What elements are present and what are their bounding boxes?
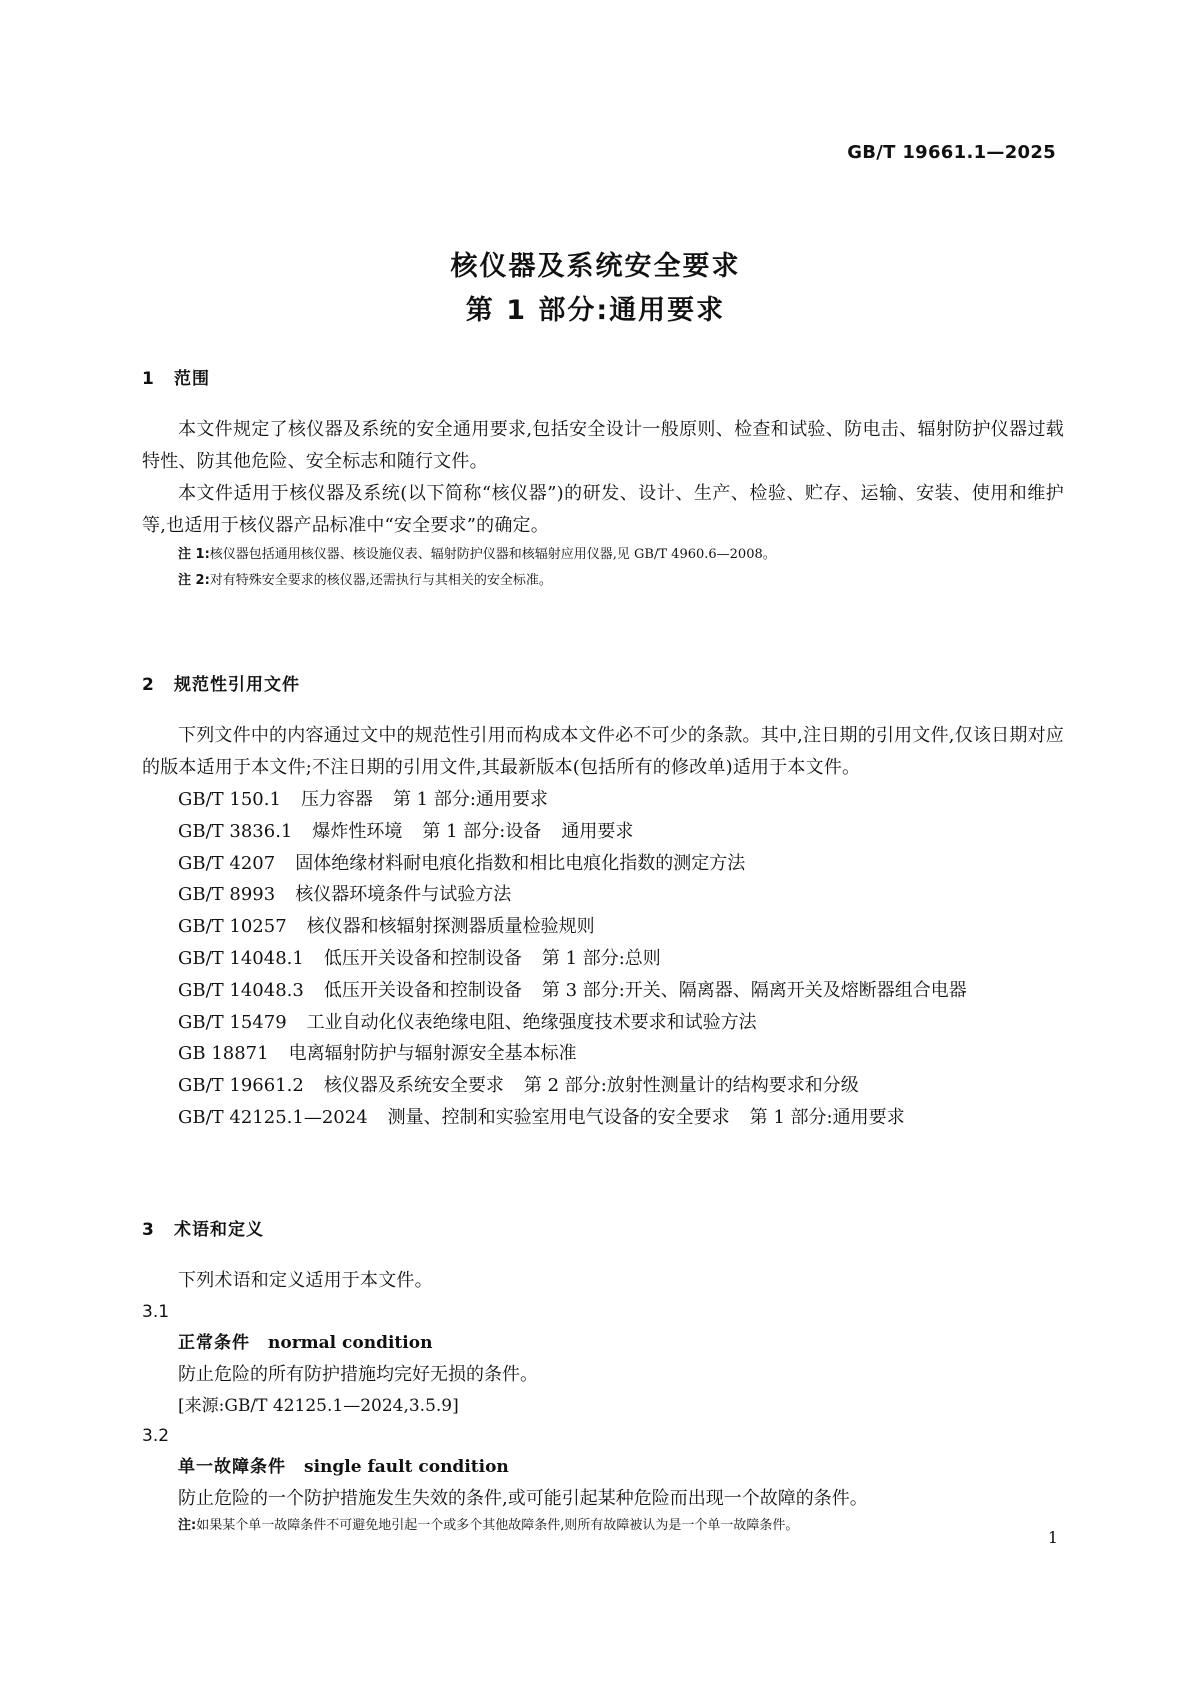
reference-part: 第 2 部分:放射性测量计的结构要求和分级 [523, 1075, 859, 1097]
term-number: 3.1 [142, 1302, 170, 1322]
paragraph: 本文件规定了核仪器及系统的安全通用要求,包括安全设计一般原则、检查和试验、防电击、辐射防护仪器过载特性、防其他危险、安全标志和随行文件。 [142, 419, 1064, 472]
reference-item [142, 911, 1064, 943]
reference-code: GB/T 42125.1—2024 [178, 1106, 368, 1128]
scope-body [142, 414, 1064, 592]
section-heading [142, 670, 1064, 695]
page-number: 1 [1047, 1528, 1058, 1547]
reference-code: GB/T 14048.1 [178, 947, 304, 969]
term-entry [142, 1327, 1064, 1359]
document-title-line2: 第 1 部分:通用要求 [465, 295, 726, 326]
section-title: 规范性引用文件 [174, 675, 300, 695]
term-zh: 单一故障条件 [178, 1457, 286, 1477]
reference-part: 第 1 部分:通用要求 [749, 1106, 905, 1128]
reference-code: GB/T 15479 [178, 1011, 287, 1033]
reference-title: 测量、控制和实验室用电气设备的安全要求 [387, 1106, 730, 1128]
reference-title: 电离辐射防护与辐射源安全基本标准 [288, 1043, 577, 1065]
references-body [142, 720, 1064, 1134]
note-label: 注 2: [178, 573, 210, 588]
terms-body [142, 1265, 1064, 1537]
section-terms-definitions [142, 1215, 1064, 1240]
reference-title: 低压开关设备和控制设备 [323, 947, 522, 969]
term-definition: 防止危险的所有防护措施均完好无损的条件。 [178, 1364, 538, 1385]
reference-code: GB/T 14048.3 [178, 979, 304, 1001]
standard-number: GB/T 19661.1—2025 [847, 142, 1056, 163]
note [142, 1515, 1064, 1537]
note-text: 如果某个单一故障条件不可避免地引起一个或多个其他故障条件,则所有故障被认为是一个单一故障条件。 [196, 1518, 799, 1533]
section-title: 范围 [174, 369, 210, 389]
reference-code: GB/T 4207 [178, 852, 276, 874]
section-heading [142, 1215, 1064, 1240]
reference-item [142, 784, 1064, 816]
reference-item [142, 816, 1064, 848]
reference-title: 压力容器 [300, 789, 373, 810]
section-normative-references [142, 670, 1064, 695]
paragraph: 本文件适用于核仪器及系统(以下简称“核仪器”)的研发、设计、生产、检验、贮存、运输、安装、使用和维护等,也适用于核仪器产品标准中“安全要求”的确定。 [142, 483, 1064, 536]
reference-title: 核仪器和核辐射探测器质量检验规则 [306, 916, 595, 938]
term-en: normal condition [268, 1333, 433, 1353]
note-label: 注: [178, 1518, 197, 1533]
reference-part: 第 1 部分:设备 [422, 820, 542, 842]
reference-part: 第 3 部分:开关、隔离器、隔离开关及熔断器组合电器 [541, 979, 967, 1001]
reference-title: 工业自动化仪表绝缘电阻、绝缘强度技术要求和试验方法 [306, 1011, 757, 1033]
section-scope [142, 364, 1064, 389]
reference-item [142, 848, 1064, 880]
reference-code: GB/T 10257 [178, 916, 287, 938]
section-number: 2 [142, 675, 155, 695]
term-number: 3.2 [142, 1426, 170, 1446]
document-title-line1: 核仪器及系统安全要求 [450, 251, 741, 282]
reference-code: GB/T 150.1 [178, 789, 281, 810]
section-title: 术语和定义 [174, 1220, 264, 1240]
note [142, 544, 1064, 566]
note [142, 570, 1064, 592]
section-heading [142, 364, 1064, 389]
reference-code: GB/T 8993 [178, 884, 276, 906]
section-number: 3 [142, 1220, 155, 1240]
term-entry [142, 1451, 1064, 1483]
reference-title: 低压开关设备和控制设备 [323, 979, 522, 1001]
paragraph: 下列文件中的内容通过文中的规范性引用而构成本文件必不可少的条款。其中,注日期的引用文件,仅该日期对应的版本适用于本文件;不注日期的引用文件,其最新版本(包括所有的修改单)适用于本文件。 [142, 725, 1064, 778]
reference-part: 第 1 部分:通用要求 [392, 789, 548, 810]
reference-item [142, 1007, 1064, 1039]
reference-title: 核仪器环境条件与试验方法 [295, 884, 512, 906]
reference-title: 固体绝缘材料耐电痕化指数和相比电痕化指数的测定方法 [295, 852, 746, 874]
reference-code: GB 18871 [178, 1043, 269, 1065]
reference-item [142, 975, 1064, 1007]
reference-extra: 通用要求 [561, 820, 634, 842]
term-en: single fault condition [304, 1457, 509, 1477]
note-text: 核仪器包括通用核仪器、核设施仪表、辐射防护仪器和核辐射应用仪器,见 GB/T 4960.6—2008。 [209, 547, 776, 562]
reference-title: 爆炸性环境 [312, 820, 403, 842]
reference-item [142, 1038, 1064, 1070]
reference-item [142, 879, 1064, 911]
note-text: 对有特殊安全要求的核仪器,还需执行与其相关的安全标准。 [209, 573, 552, 588]
term-zh: 正常条件 [178, 1333, 250, 1353]
reference-code: GB/T 19661.2 [178, 1075, 304, 1097]
note-label: 注 1: [178, 547, 210, 562]
reference-code: GB/T 3836.1 [178, 820, 293, 842]
reference-item [142, 1102, 1064, 1134]
reference-part: 第 1 部分:总则 [541, 947, 661, 969]
term-definition: 防止危险的一个防护措施发生失效的条件,或可能引起某种危险而出现一个故障的条件。 [178, 1488, 868, 1509]
paragraph: 下列术语和定义适用于本文件。 [178, 1270, 433, 1291]
term-source: [来源:GB/T 42125.1—2024,3.5.9] [178, 1396, 459, 1416]
reference-item [142, 1070, 1064, 1102]
section-number: 1 [142, 369, 155, 389]
reference-title: 核仪器及系统安全要求 [323, 1075, 504, 1097]
reference-item [142, 943, 1064, 975]
